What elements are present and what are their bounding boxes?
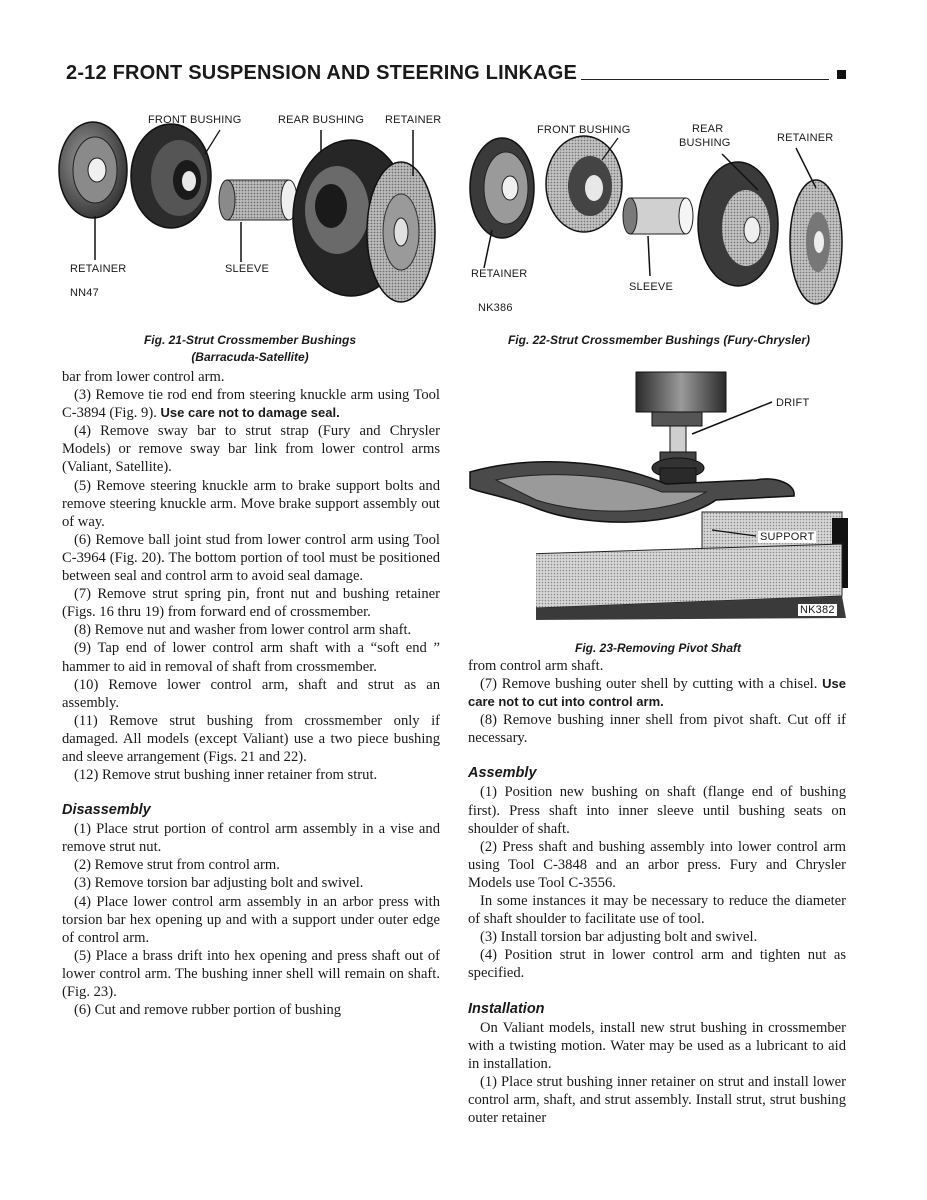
- right-step-7: (7) Remove bushing outer shell by cutting with a chisel. Use care not to cut into control arm.: [468, 676, 846, 710]
- installation-step-1: (1) Place strut bushing inner retainer on strut and install lower control arm, shaft, and strut assembly. Install strut, strut bushing outer retainer: [468, 1073, 846, 1126]
- right-section-gap-2: [468, 983, 846, 999]
- left-step-7: (7) Remove strut spring pin, front nut and bushing retainer (Figs. 16 thru 19) from forward end of crossmember.: [62, 586, 440, 621]
- disassembly-step-3: (3) Remove torsion bar adjusting bolt and swivel.: [74, 875, 364, 892]
- right-step-8: (8) Remove bushing inner shell from pivot shaft. Cut off if necessary.: [468, 712, 846, 747]
- left-step-12: (12) Remove strut bushing inner retainer from strut.: [74, 767, 378, 784]
- left-step-11: (11) Remove strut bushing from crossmember only if damaged. All models (except Valiant) use a two piece bushing and sleeve arrangement (Figs. 21 and 22).: [62, 712, 440, 765]
- heading-disassembly: Disassembly: [62, 802, 151, 819]
- page-title: 2-12 FRONT SUSPENSION AND STEERING LINKAGE: [66, 62, 578, 84]
- figure-23: [466, 368, 850, 623]
- figure-22: [466, 118, 852, 318]
- assembly-step-1: (1) Position new bushing on shaft (flange end of bushing first). Press shaft into inner sleeve until bushing seats on shoulder of shaft.: [468, 784, 846, 837]
- assembly-step-4: (4) Position strut in lower control arm and tighten nut as specified.: [468, 947, 846, 982]
- disassembly-step-1: (1) Place strut portion of control arm assembly in a vise and remove strut nut.: [62, 821, 440, 856]
- fig21-label-front-bushing: FRONT BUSHING: [148, 114, 242, 126]
- assembly-note: In some instances it may be necessary to reduce the diameter of shaft shoulder to facilitate use of tool.: [468, 893, 846, 928]
- fig21-caption-line1: Fig. 21-Strut Crossmember Bushings: [143, 333, 357, 347]
- right-p0: from control arm shaft.: [468, 658, 604, 674]
- fig22-caption: Fig. 22-Strut Crossmember Bushings (Fury-Chrysler): [507, 333, 811, 347]
- fig23-press-head: [636, 372, 726, 412]
- left-step-3: (3) Remove tie rod end from steering knuckle arm using Tool C-3894 (Fig. 9). Use care not to damage seal.: [62, 387, 440, 422]
- left-step-6: (6) Remove ball joint stud from lower control arm using Tool C-3964 (Fig. 20). The bottom portion of tool must be positioned between seal and control arm to avoid seal damage.: [62, 531, 440, 585]
- header-marker: [837, 70, 846, 79]
- fig21-label-sleeve: SLEEVE: [225, 263, 270, 275]
- right-column: [468, 657, 846, 1127]
- fig22-code: NK386: [478, 302, 513, 314]
- fig21-caption-line2: (Barracuda-Satellite): [191, 350, 309, 364]
- disassembly-step-4: (4) Place lower control arm assembly in an arbor press with torsion bar hex opening up and with a support under outer edge of control arm.: [62, 893, 440, 946]
- disassembly-step-2: (2) Remove strut from control arm.: [74, 857, 280, 874]
- left-column: [62, 368, 440, 1019]
- fig23-label-support: SUPPORT: [760, 531, 815, 543]
- fig21-code: NN47: [70, 287, 99, 299]
- fig22-sleeve: [630, 198, 686, 234]
- fig22-label-rear-line2: BUSHING: [679, 137, 731, 149]
- right-section-gap-1: [468, 747, 846, 763]
- fig21-sleeve: [227, 180, 289, 220]
- fig21-label-rear-bushing: REAR BUSHING: [278, 114, 365, 126]
- right-step-7-warning: Use care not to cut into control arm.: [468, 676, 846, 710]
- left-step-4: (4) Remove sway bar to strut strap (Fury and Chrysler Models) or remove sway bar link from lower control arms (Valiant, Satellite).: [62, 423, 440, 476]
- left-section-gap: [62, 784, 440, 800]
- fig21-label-retainer-top: RETAINER: [385, 114, 442, 126]
- disassembly-step-5: (5) Place a brass drift into hex opening and press shaft out of lower control arm. The bushing inner shell will remain on shaft. (Fig. 23).: [62, 947, 440, 1000]
- heading-assembly: Assembly: [468, 765, 537, 782]
- fig22-label-rear-line1: REAR: [692, 123, 724, 135]
- fig21-label-retainer-bottom: RETAINER: [70, 263, 127, 275]
- figure-21: [55, 108, 445, 308]
- assembly-step-2: (2) Press shaft and bushing assembly into lower control arm using Tool C-3848 and an arbor press. Fury and Chrysler Models use Tool C-3556.: [468, 838, 846, 891]
- page-header: [66, 50, 846, 84]
- fig23-label-drift: DRIFT: [776, 397, 810, 409]
- fig23-code: NK382: [800, 604, 835, 616]
- fig21-illustration: [55, 108, 445, 308]
- left-step-8: (8) Remove nut and washer from lower control arm shaft.: [74, 622, 412, 639]
- fig22-label-retainer-bottom: RETAINER: [471, 268, 528, 280]
- disassembly-step-6: (6) Cut and remove rubber portion of bushing: [74, 1002, 342, 1019]
- installation-intro: On Valiant models, install new strut bushing in crossmember with a twisting motion. Water may be used as a lubricant to aid in installation.: [468, 1019, 846, 1072]
- fig22-label-retainer-top: RETAINER: [777, 132, 834, 144]
- left-step-5: (5) Remove steering knuckle arm to brake support bolts and remove steering knuckle arm. Move brake support assembly out of way.: [62, 477, 440, 530]
- fig22-label-sleeve: SLEEVE: [629, 281, 674, 293]
- left-step-9: (9) Tap end of lower control arm shaft with a “soft end ” hammer to aid in removal of shaft from crossmember.: [62, 640, 440, 675]
- assembly-step-3: (3) Install torsion bar adjusting bolt and swivel.: [480, 929, 758, 946]
- fig23-caption: Fig. 23-Removing Pivot Shaft: [574, 641, 742, 655]
- left-step-10: (10) Remove lower control arm, shaft and strut as an assembly.: [62, 676, 440, 711]
- header-rule: [581, 78, 829, 80]
- heading-installation: Installation: [468, 1000, 545, 1017]
- left-p0: bar from lower control arm.: [62, 369, 225, 385]
- left-step-3-warning: Use care not to damage seal.: [160, 405, 340, 421]
- fig22-label-front-bushing: FRONT BUSHING: [537, 124, 631, 136]
